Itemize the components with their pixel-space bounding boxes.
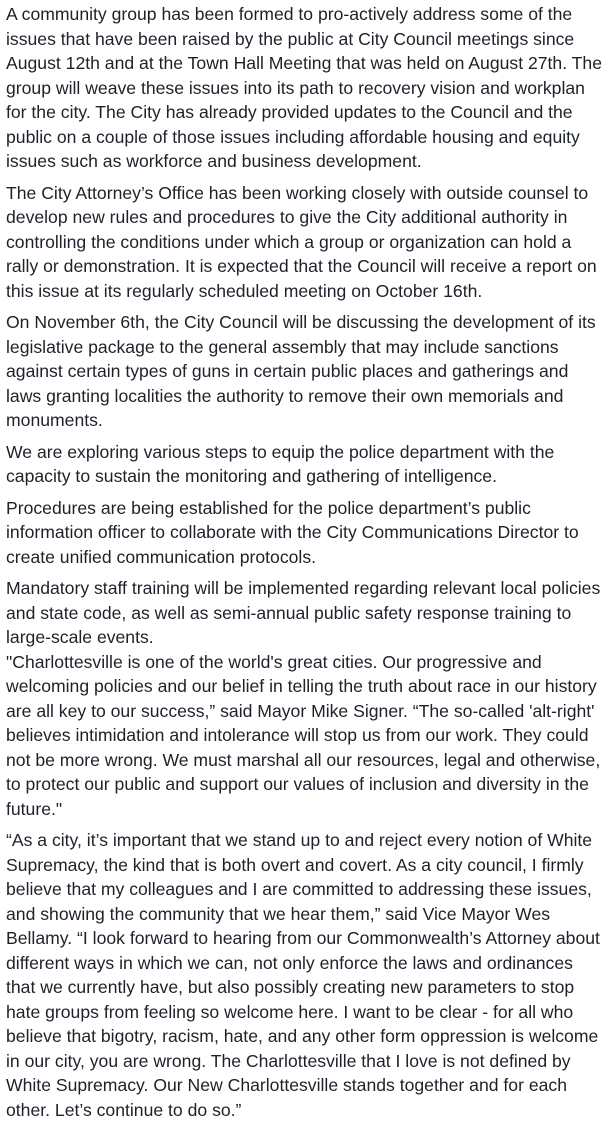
paragraph-police-intelligence: We are exploring various steps to equip the police department with the capacity to sustain the monitoring and gathering of intelligence.	[6, 441, 555, 486]
paragraph-legislative-package: On November 6th, the City Council will be discussing the development of its legislative package to the general assembly that may include sanctions against certain types of guns in certain public places and gatherings and laws granting localities the authority to remove their own memorials and monuments.	[6, 312, 596, 430]
paragraph-city-attorney: The City Attorney’s Office has been working closely with outside counsel to develop new rules and procedures to give the City additional authority in controlling the conditions under which a group or organization can hold a rally or demonstration. It is expected that the Council will receive a report on this issue at its regularly scheduled meeting on October 16th.	[6, 182, 597, 301]
paragraph-communication-protocols: Procedures are being established for the police department’s public information officer to collaborate with the City Communications Director to create unified communication protocols.	[6, 497, 579, 567]
paragraph-vice-mayor-quote: “As a city, it’s important that we stand up to and reject every notion of White Supremacy, the kind that is both overt and covert. As a city council, I firmly believe that my colleagues and I are committed to addressing these issues, and showing the community that we hear them,” said Vice Mayor Wes Bellamy. “I look forward to hearing from our Commonwealth’s Attorney about different ways in which we can, not only enforce the laws and ordinances that we currently have, but also possibly creating new parameters to stop hate groups from feeling so welcome here. I want to be clear - for all who believe that bigotry, racism, hate, and any other form oppression is welcome in our city, you are wrong. The Charlottesville that I love is not defined by White Supremacy. Our New Charlottesville stands together and for each other. Let’s continue to do so.”	[6, 830, 600, 1120]
paragraph-mayor-quote: "Charlottesville is one of the world's great cities. Our progressive and welcoming policies and our belief in telling the truth about race in our history are all key to our success,” said Mayor Mike Signer. “The so-called 'alt-right' believes intimidation and intolerance will stop us from our work. They could not be more wrong. We must marshal all our resources, legal and otherwise, to protect our public and support our values of inclusion and diversity in the future."	[6, 651, 601, 819]
paragraph-staff-training: Mandatory staff training will be implemented regarding relevant local policies and state code, as well as semi-annual public safety response training to large-scale events.	[6, 578, 601, 647]
paragraph-community-group: A community group has been formed to pro-actively address some of the issues that have been raised by the public at City Council meetings since August 12th and at the Town Hall Meeting that was held on August 27th. The group will weave these issues into its path to recovery vision and workplan for the city. The City has already provided updates to the Council and the public on a couple of those issues including affordable housing and equity issues such as workforce and business development.	[6, 4, 602, 171]
